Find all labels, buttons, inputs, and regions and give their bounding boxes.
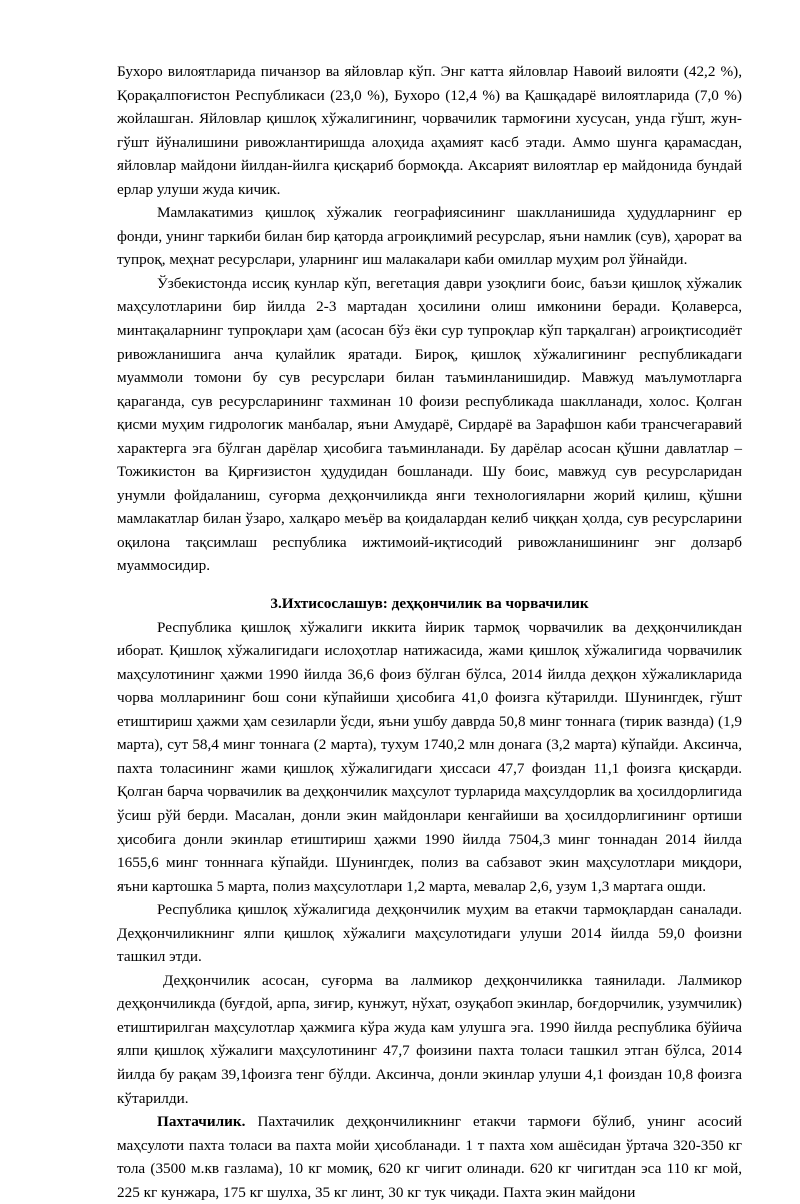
cotton-heading: Пахтачилик.	[157, 1113, 246, 1131]
cotton-text: Пахтачилик деҳқончиликнинг етакчи тармоғи бўлиб, унинг асосий маҳсулоти пахта толаси ва пахта мойи ҳисобланади. 1 т пахта хом ашёсидан ўртача 320-350 кг тола (3500 м.кв газлама), 10 кг момиқ, 620 кг чигит олинади. 620 кг чигитдан эса 110 кг мой, 225 кг кунжара, 175 кг шулха, 35 кг линт, 30 кг тук чиқади. Пахта экин майдони	[117, 1113, 742, 1201]
paragraph-water-resources: Ўзбекистонда иссиқ кунлар кўп, вегетация даври узоқлиги боис, баъзи қишлоқ хўжалик маҳсулотларини бир йилда 2-3 мартадан ҳосилини олиш имконини беради. Қолаверса, минтақаларнинг тупроқлари ҳам (асосан бўз ёки сур тупроқлар кўп тарқалган) агроиқтисодиёт ривожланишига анча қулайлик яратади. Бироқ, қишлоқ хўжалигининг республикадаги муаммоли томони бу сув ресурслари билан таъминланишидир. Мавжуд маълумотларга қараганда, сув ресурсларининг тахминан 10 фоизи республикада шаклланади, холос. Қолган қисми муҳим гидрологик манбалар, яъни Амударё, Сирдарё ва Зарафшон каби трансчегаравий характерга эга бўлган дарёлар ҳисобига таъминланади. Бу дарёлар асосан қўшни давлатлар – Тожикистон ва Қирғизистон ҳудудидан бошланади. Шу боис, мавжуд сув ресурсларидан унумли фойдаланиш, суғорма деҳқончиликда янги технологияларни жорий қилиш, қўшни мамлакатлар билан ўзаро, халқаро меъёр ва қоидалардан келиб чиққан ҳолда, сув ресурсларини оқилона тақсимлаш республика ижтимоий-иқтисодий ривожланишининг энг долзарб муаммосидир.	[117, 274, 742, 575]
paragraph-farming-share: Республика қишлоқ хўжалигида деҳқончилик муҳим ва етакчи тармоқлардан саналади. Деҳқончиликнинг ялпи қишлоқ хўжалиги маҳсулотидаги улуши 2014 йилда 59,0 фоизни ташкил этди.	[117, 901, 742, 966]
paragraph-geography-factors: Мамлакатимиз қишлоқ хўжалик географиясининг шаклланишида ҳудудларнинг ер фонди, унинг таркиби билан бир қаторда агроиқлимий ресурслар, яъни намлик (сув), ҳарорат ва тупроқ, меҳнат ресурслари, уларнинг иш малакалари каби омиллар муҳим рол ўйнайди.	[117, 204, 742, 269]
paragraph-pastures: Бухоро вилоятларида пичанзор ва яйловлар кўп. Энг катта яйловлар Навоий вилояти (42,2 %), Қорақалпоғистон Республикаси (23,0 %), Бухоро (12,4 %) ва Қашқадарё вилоятларида (7,0 %) жойлашган. Яйловлар қишлоқ хўжалигининг, чорвачилик тармоғини хусусан, унда гўшт, жун-гўшт йўналишини ривожлантиришда алоҳида аҳамият касб этади. Аммо шунга қарамасдан, яйловлар майдони йилдан-йилга қисқариб бормоқда. Аксарият вилоятлар ер майдонида бундай ерлар улуши жуда кичик.	[117, 63, 742, 198]
paragraph-irrigated-rainfed: Деҳқончилик асосан, суғорма ва лалмикор деҳқончиликка таянилади. Лалмикор деҳқончиликда (буғдой, арпа, зиғир, кунжут, нўхат, озуқабоп экинлар, боғдорчилик, узумчилик) етиштирилган маҳсулотлар ҳажмига кўра жуда кам улушга эга. 1990 йилда республика бўйича ялпи қишлоқ хўжалиги маҳсулотининг 47,7 фоизини пахта толаси ташкил этган бўлса, 2014 йилда бу рақам 39,1фоизга тенг бўлди. Аксинча, донли экинлар улуши 4,1 фоиздан 10,8 фоизга кўтарилди.	[117, 971, 742, 1107]
paragraph-specialization: Республика қишлоқ хўжалиги иккита йирик тармоқ чорвачилик ва деҳқончиликдан иборат. Қишлоқ хўжалигидаги ислоҳотлар натижасида, жами қишлоқ хўжалигида чорвачилик маҳсулотининг ҳажми 1990 йилда 36,6 фоиз бўлган бўлса, 2014 йилда деҳқон хўжаликларида чорва молларининг бош сони кўпайиши ҳисобига 41,0 фоизга кўтарилди. Шунингдек, гўшт етиштириш ҳажми ҳам сезиларли ўсди, яъни ушбу даврда 50,8 минг тоннага (тирик вазнда) (1,9 марта), сут 58,4 минг тоннага (2 марта), тухум 1740,2 млн донага (3,2 марта) кўпайди. Аксинча, пахта толасининг жами қишлоқ хўжалигидаги ҳиссаси 47,7 фоиздан 11,1 фоизга қисқарди. Қолган барча чорвачилик ва деҳқончилик маҳсулот турларида маҳсулдорлик ва ҳосилдорлигида ўсиш рўй берди. Масалан, донли экин майдонлари кенгайиши ва ҳосилдорлигининг ортиши ҳисобига донли экинлар етиштириш ҳажми 1990 йилда 7504,3 минг тоннадан 2014 йилда 1655,6 минг тонннага кўпайди. Шунингдек, полиз ва сабзавот экин маҳсулотлари миқдори, яъни картошка 5 марта, полиз маҳсулотлари 1,2 марта, мевалар 2,6, узум 1,3 мартага ошди.	[117, 618, 742, 895]
section-heading: 3.Ихтисослашув: деҳқончилик ва чорвачилик	[270, 595, 589, 613]
paragraph-cotton	[117, 1110, 742, 1204]
document-page	[117, 60, 742, 1204]
